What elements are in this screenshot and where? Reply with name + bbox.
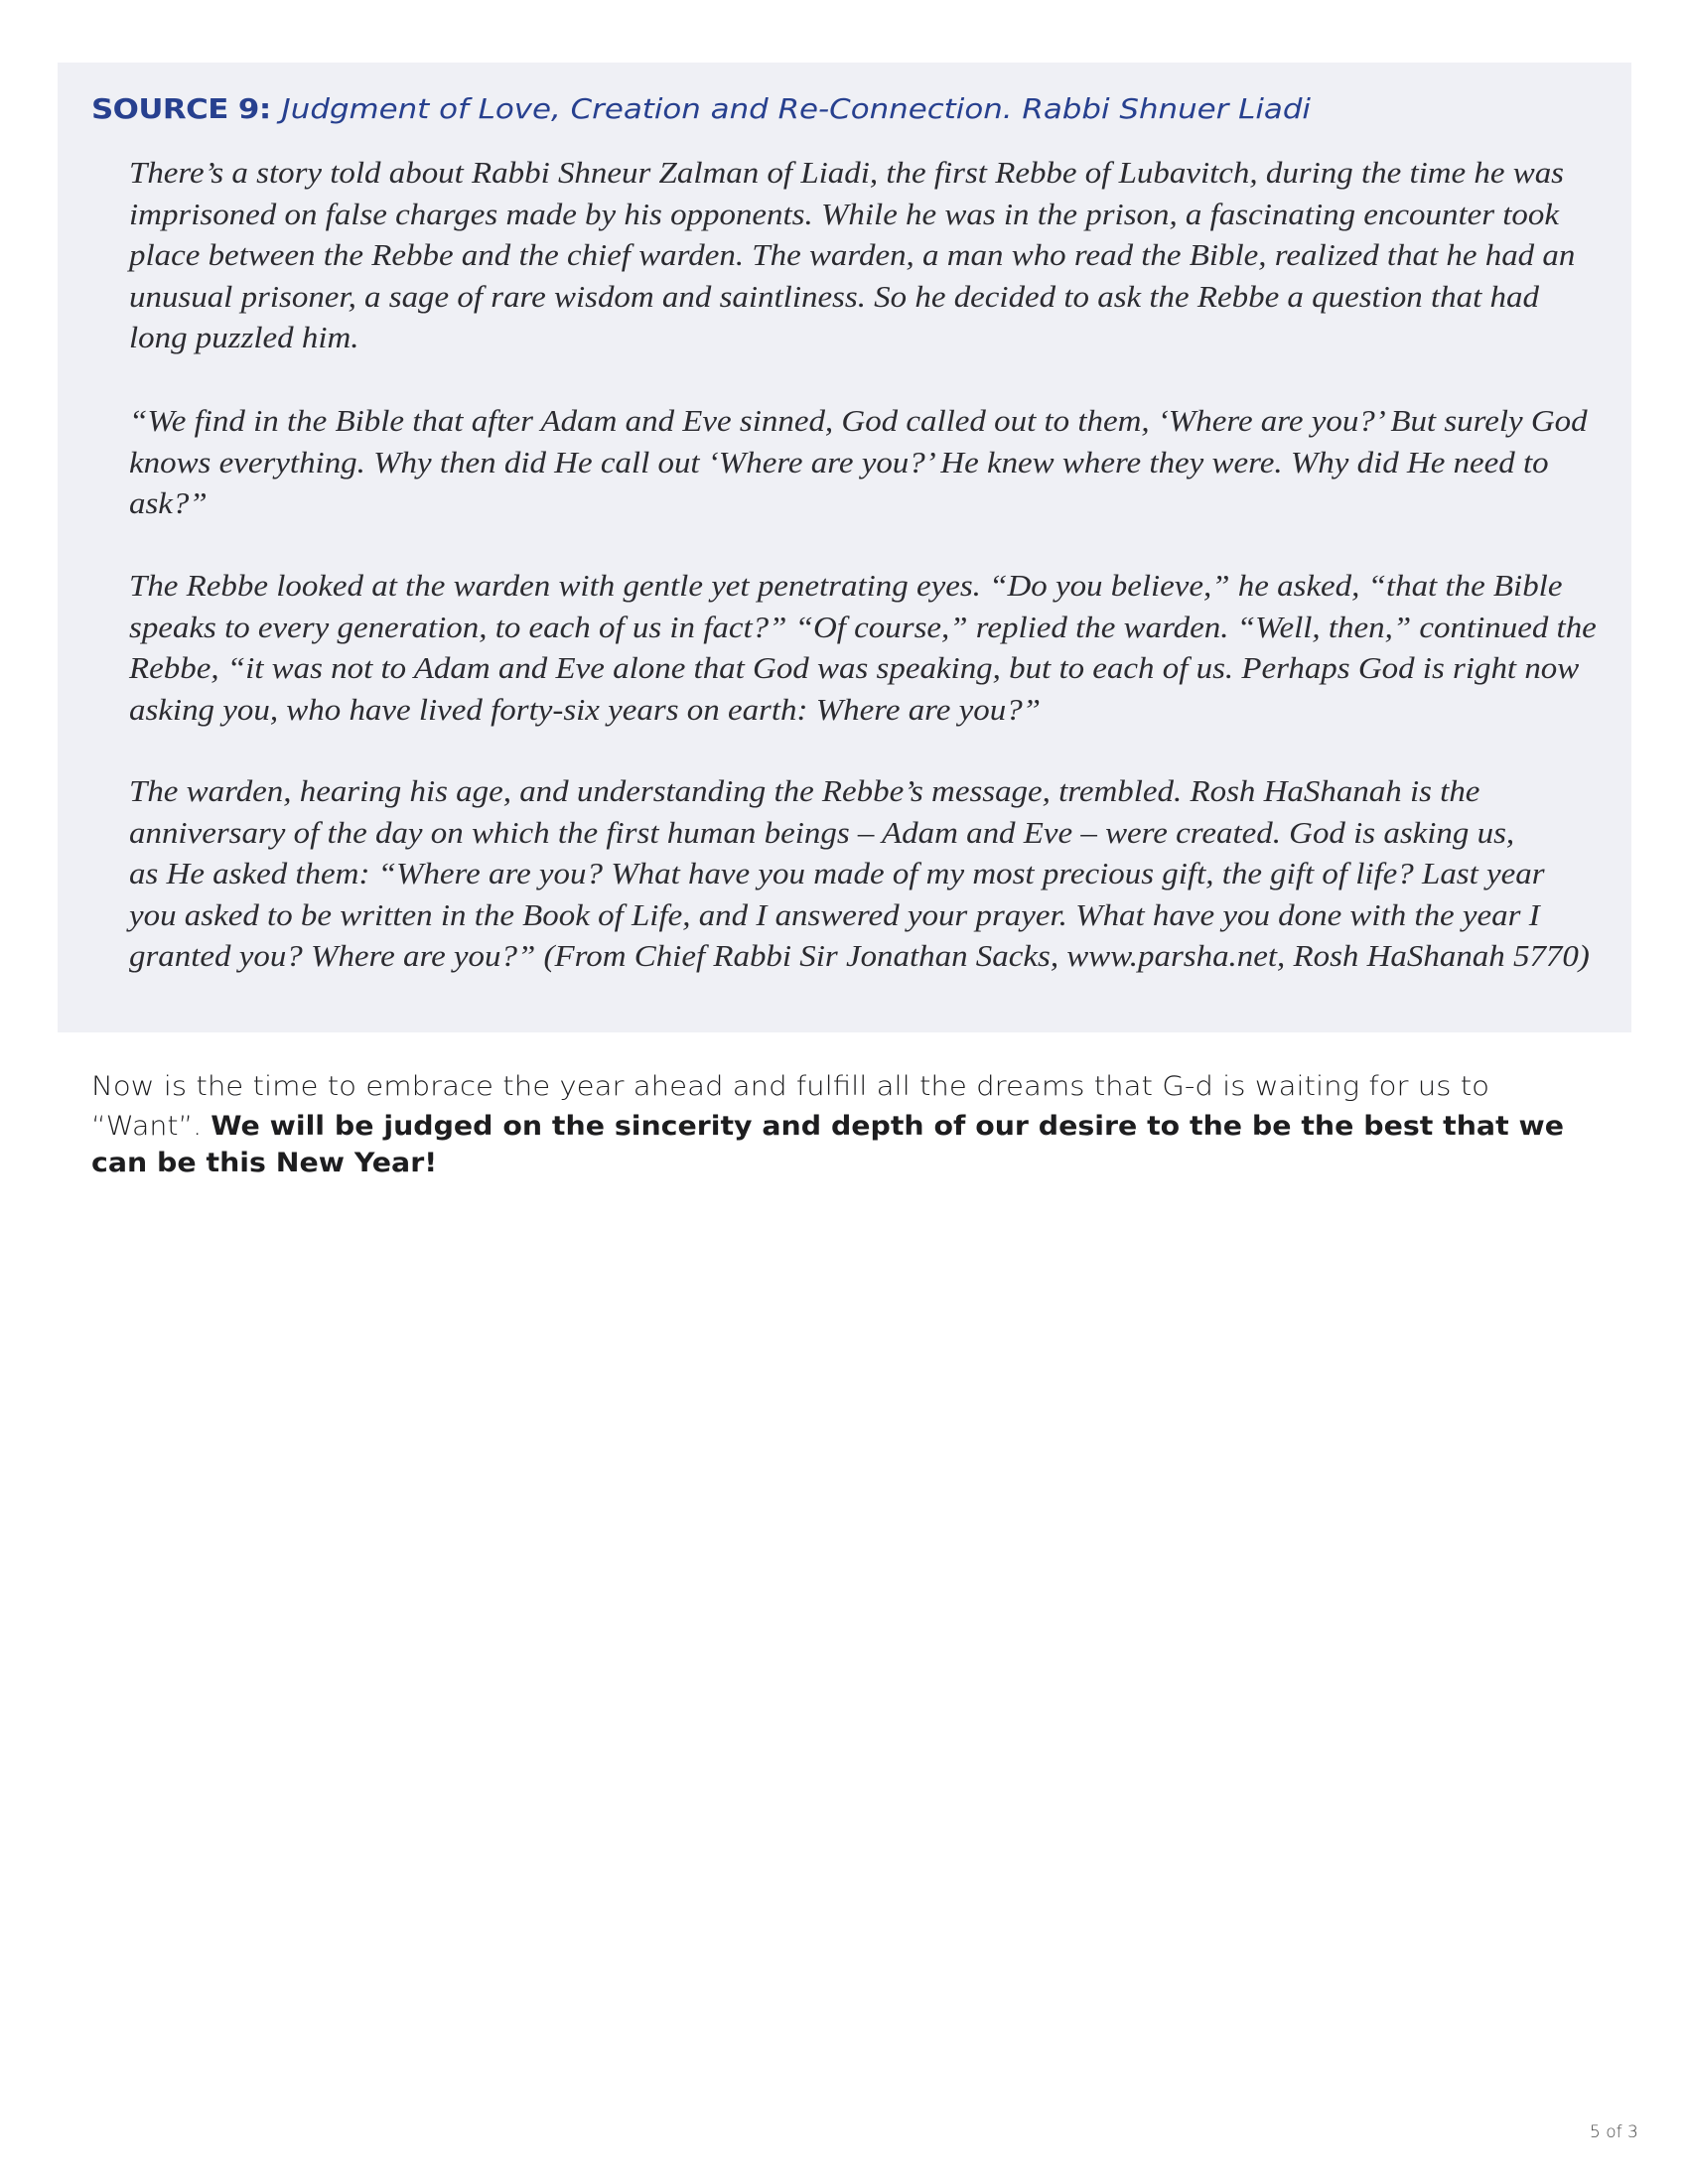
story-line: as He asked them: “Where are you? What have you made of my most precious gift, the gift of life? Last year bbox=[129, 856, 1545, 891]
closing-line: can be this New Year! bbox=[91, 1148, 438, 1179]
story-line: imprisoned on false charges made by his opponents. While he was in the prison, a fascinating encounter took bbox=[129, 196, 1560, 231]
story-line: unusual prisoner, a sage of rare wisdom and saintliness. So he decided to ask the Rebbe a question that had bbox=[129, 278, 1539, 314]
closing-emphasis: We will be judged on the sincerity and depth of our desire to the be the best that we bbox=[211, 1111, 1564, 1143]
closing-want: “Want”. bbox=[91, 1111, 211, 1143]
story-line: anniversary of the day on which the first human beings – Adam and Eve – were created. God is asking us, bbox=[129, 814, 1515, 850]
story-line: granted you? Where are you?” (From Chief Rabbi Sir Jonathan Sacks, www.parsha.net, Rosh HaShanah 5770) bbox=[129, 938, 1590, 974]
source-title: Judgment of Love, Creation and Re-Connection. Rabbi Shnuer Liadi bbox=[281, 92, 1311, 125]
page-number: 5 of 3 bbox=[1590, 2122, 1638, 2142]
story-line: speaks to every generation, to each of us in fact?” “Of course,” replied the warden. “Well, then,” continued the bbox=[129, 609, 1597, 644]
source-heading bbox=[91, 92, 1311, 125]
story-line: ask?” bbox=[129, 485, 208, 521]
source-box bbox=[58, 63, 1631, 1032]
story-line: you asked to be written in the Book of Life, and I answered your prayer. What have you done with the year I bbox=[129, 896, 1540, 932]
closing-line bbox=[91, 1111, 1564, 1143]
story-line: long puzzled him. bbox=[129, 320, 359, 355]
story-line: The warden, hearing his age, and understanding the Rebbe’s message, trembled. Rosh HaShanah is the bbox=[129, 773, 1480, 809]
closing-line: Now is the time to embrace the year ahead and fulfill all the dreams that G-d is waiting for us to bbox=[91, 1071, 1489, 1103]
story-line: asking you, who have lived forty-six years on earth: Where are you?” bbox=[129, 691, 1041, 727]
source-label: SOURCE 9: bbox=[91, 92, 271, 125]
story-line: There’s a story told about Rabbi Shneur Zalman of Liadi, the first Rebbe of Lubavitch, during the time he was bbox=[129, 155, 1564, 191]
story-line: “We find in the Bible that after Adam and Eve sinned, God called out to them, ‘Where are you?’ But surely God bbox=[129, 403, 1588, 439]
story-line: place between the Rebbe and the chief warden. The warden, a man who read the Bible, realized that he had an bbox=[129, 237, 1576, 273]
story-line: The Rebbe looked at the warden with gentle yet penetrating eyes. “Do you believe,” he asked, “that the Bible bbox=[129, 568, 1563, 604]
story-line: Rebbe, “it was not to Adam and Eve alone that God was speaking, but to each of us. Perhaps God is right now bbox=[129, 650, 1580, 686]
story-line: knows everything. Why then did He call out ‘Where are you?’ He knew where they were. Why did He need to bbox=[129, 444, 1549, 479]
